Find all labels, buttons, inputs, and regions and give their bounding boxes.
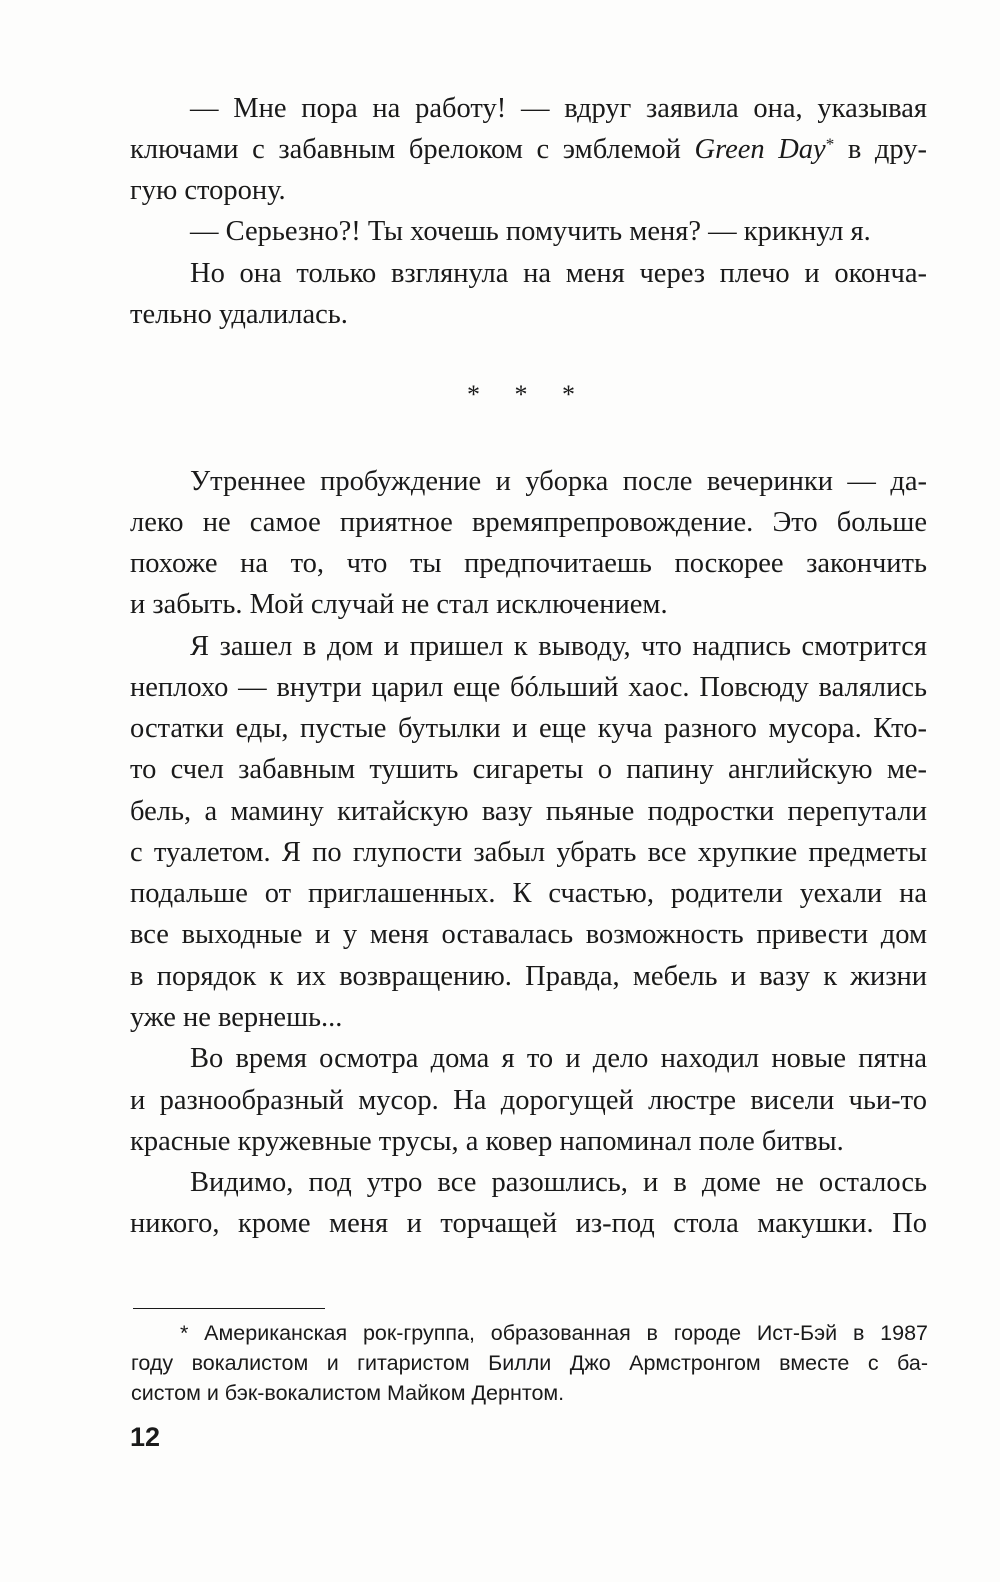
text-line: — Мне пора на работу! — вдруг заявила она, указывая: [190, 93, 927, 124]
text-segment: ключами с забавным брелоком с эмблемой: [130, 134, 695, 165]
text-line: Я зашел в дом и пришел к выводу, что надпись смотрится: [190, 631, 927, 662]
text-line: гую сторону.: [130, 175, 286, 206]
text-line: Видимо, под утро все разошлись, и в доме не осталось: [190, 1167, 927, 1198]
band-name: Green Day: [694, 134, 826, 165]
text-line: с туалетом. Я по глупости забыл убрать все хрупкие предметы: [130, 837, 927, 868]
text-line: леко не самое приятное времяпрепровождение. Это больше: [130, 507, 927, 538]
text-line: уже не вернешь...: [130, 1002, 343, 1033]
section-separator: * * *: [467, 380, 589, 409]
text-line: Утреннее пробуждение и уборка после вечеринки — да-: [190, 466, 927, 497]
text-line: красные кружевные трусы, а ковер напоминал поле битвы.: [130, 1126, 844, 1157]
text-line: бель, а мамину китайскую вазу пьяные подростки перепутали: [130, 796, 927, 827]
footnote-line: * Американская рок-группа, образованная в городе Ист-Бэй в 1987: [180, 1321, 928, 1345]
text-line: то счел забавным тушить сигареты о папину английскую ме-: [130, 754, 927, 785]
text-line: никого, кроме меня и торчащей из-под стола макушки. По: [130, 1208, 927, 1239]
text-line: и забыть. Мой случай не стал исключением.: [130, 589, 668, 620]
text-line: [130, 129, 927, 170]
text-line: тельно удалилась.: [130, 299, 348, 330]
text-line: и разнообразный мусор. На дорогущей люстре висели чьи-то: [130, 1085, 927, 1116]
text-line: Во время осмотра дома я то и дело находил новые пятна: [190, 1043, 927, 1074]
text-segment: в дру-: [834, 134, 927, 165]
footnote-line: году вокалистом и гитаристом Билли Джо Армстронгом вместе с ба-: [131, 1351, 928, 1375]
text-line: все выходные и у меня оставалась возможность привести дом: [130, 919, 927, 950]
text-line: — Серьезно?! Ты хочешь помучить меня? — крикнул я.: [190, 216, 871, 247]
text-line: похоже на то, что ты предпочитаешь поскорее закончить: [130, 548, 927, 579]
page-number: 12: [130, 1422, 161, 1452]
footnote-rule: [133, 1308, 325, 1309]
text-line: остатки еды, пустые бутылки и еще куча разного мусора. Кто-: [130, 713, 927, 744]
text-line: неплохо — внутри царил еще бóльший хаос. Повсюду валялись: [130, 672, 927, 703]
footnote-marker: *: [825, 134, 835, 154]
text-line: подальше от приглашенных. К счастью, родители уехали на: [130, 878, 927, 909]
text-line: в порядок к их возвращению. Правда, мебель и вазу к жизни: [130, 961, 927, 992]
text-line: Но она только взглянула на меня через плечо и оконча-: [190, 258, 927, 289]
footnote-line: систом и бэк-вокалистом Майком Дернтом.: [131, 1381, 565, 1405]
